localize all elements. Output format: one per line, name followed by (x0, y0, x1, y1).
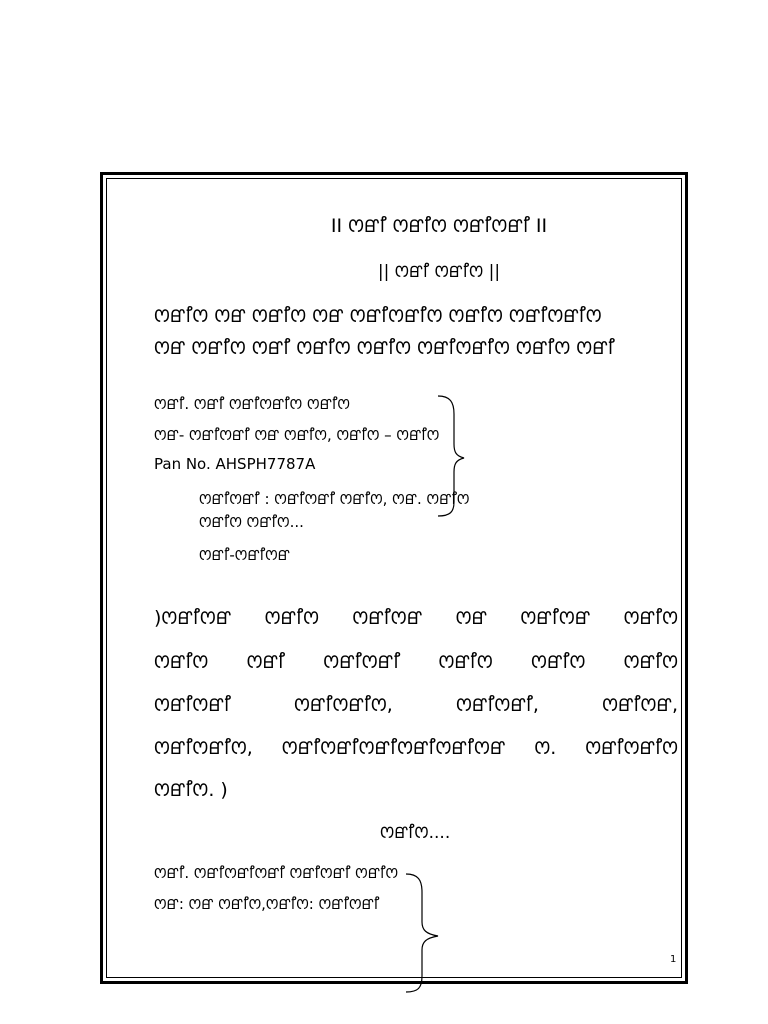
party1-role: ꯁꯔꯤꯁ ꯁꯔꯤꯁ... (199, 513, 304, 531)
intro-line: ꯁꯔ ꯁꯔꯤꯁ ꯁꯔꯤ ꯁꯔꯤꯁ ꯁꯔꯤꯁ ꯁꯔꯤꯁꯔꯤꯁ ꯁꯔꯤꯁ ꯁꯔꯤ (154, 337, 615, 359)
document-title: II ꯁꯔꯤ ꯁꯔꯤꯁ ꯁꯔꯤꯁꯔꯤ II (330, 215, 548, 237)
intro-line: ꯁꯔꯤꯁ ꯁꯔ ꯁꯔꯤꯁ ꯁꯔ ꯁꯔꯤꯁꯔꯤꯁ ꯁꯔꯤꯁ ꯁꯔꯤꯁꯔꯤꯁ (154, 305, 602, 327)
body-line: ꯁꯔꯤꯁ ꯁꯔꯤ ꯁꯔꯤꯁꯔꯤ ꯁꯔꯤꯁ ꯁꯔꯤꯁ ꯁꯔꯤꯁ (154, 651, 678, 673)
party2-brace (404, 872, 440, 996)
body-line: ꯁꯔꯤꯁꯔꯤ ꯁꯔꯤꯁꯔꯤꯁ, ꯁꯔꯤꯁꯔꯤ, ꯁꯔꯤꯁꯔ, (154, 694, 678, 716)
party1-pan: Pan No. AHSPH7787A (154, 455, 316, 473)
party1-name: ꯁꯔꯤ. ꯁꯔꯤ ꯁꯔꯤꯁꯔꯤꯁ ꯁꯔꯤꯁ (154, 395, 350, 413)
body-line: ꯁꯔꯤꯁꯔꯤꯁ, ꯁꯔꯤꯁꯔꯤꯁꯔꯤꯁꯔꯤꯁꯔꯤꯁꯔ ꯁ. ꯁꯔꯤꯁꯔꯤꯁ (154, 737, 678, 759)
party1-role-sub: ꯁꯔꯤ-ꯁꯔꯤꯁꯔ (199, 546, 290, 564)
party1-address: ꯁꯔ- ꯁꯔꯤꯁꯔꯤ ꯁꯔ ꯁꯔꯤꯁ, ꯁꯔꯤꯁ – ꯁꯔꯤꯁ (154, 426, 440, 444)
party1-detail: ꯁꯔꯤꯁꯔꯤ : ꯁꯔꯤꯁꯔꯤ ꯁꯔꯤꯁ, ꯁꯔ. ꯁꯔꯤꯁ (199, 490, 470, 508)
body-line-last: ꯁꯔꯤꯁ. ) (154, 779, 228, 801)
page-inner-border (106, 178, 682, 978)
document-subtitle: || ꯁꯔꯤ ꯁꯔꯤꯁ || (377, 262, 501, 282)
conjunction-text: ꯁꯔꯤꯁ.... (380, 823, 451, 843)
party1-brace (436, 394, 466, 519)
party2-name: ꯁꯔꯤ. ꯁꯔꯤꯁꯔꯤꯁꯔꯤ ꯁꯔꯤꯁꯔꯤ ꯁꯔꯤꯁ (154, 864, 399, 882)
body-line: )ꯁꯔꯤꯁꯔ ꯁꯔꯤꯁ ꯁꯔꯤꯁꯔ ꯁꯔ ꯁꯔꯤꯁꯔ ꯁꯔꯤꯁ (154, 607, 678, 629)
party2-address: ꯁꯔ: ꯁꯔ ꯁꯔꯤꯁ,ꯁꯔꯤꯁ: ꯁꯔꯤꯁꯔꯤ (154, 895, 380, 913)
page-number: 1 (670, 954, 677, 965)
